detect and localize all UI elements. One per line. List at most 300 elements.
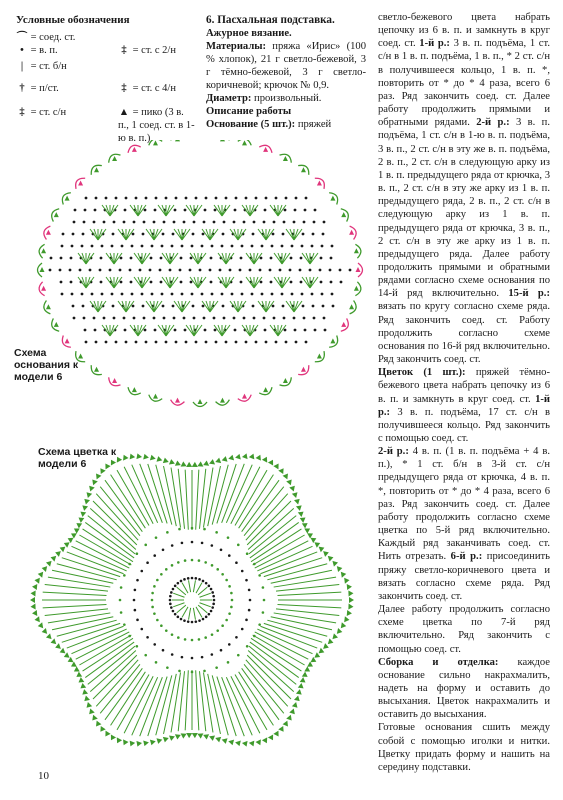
stitch-mark [258, 229, 266, 240]
chain-dot [259, 269, 262, 272]
stitch-mark [102, 205, 110, 216]
stitch-mark [177, 605, 186, 613]
chain-dot [332, 305, 335, 308]
picot-mark [135, 452, 142, 459]
chain-dot [173, 317, 176, 320]
stitch-mark [173, 603, 184, 607]
legend-item: † = п/ст. [19, 83, 59, 94]
chain-dot [103, 317, 106, 320]
picot-mark [34, 616, 40, 623]
chain-dot [136, 579, 139, 582]
stitch-mark [226, 277, 234, 288]
picot-mark [40, 267, 45, 272]
chain-dot [265, 341, 268, 344]
chain-dot [91, 245, 94, 248]
chain-dot [229, 269, 232, 272]
chain-dot [192, 305, 195, 308]
picot-mark [348, 590, 353, 596]
chain-dot [191, 671, 194, 674]
stitch-mark [277, 604, 341, 607]
chain-dot [171, 544, 174, 547]
chain-dot [190, 257, 193, 260]
chain-dot [146, 561, 149, 564]
article-heading: 6. Пасхальная подставка. [206, 14, 335, 26]
chain-dot [129, 269, 132, 272]
stitch-mark [142, 253, 150, 264]
chain-dot [225, 341, 228, 344]
chain-dot [181, 542, 184, 545]
chain-dot [160, 281, 163, 284]
picot-mark [328, 638, 335, 645]
chain-dot [156, 619, 159, 622]
chain-dot [113, 221, 116, 224]
stitch-mark [117, 674, 149, 729]
chain-dot [120, 257, 123, 260]
picot-mark [168, 459, 175, 465]
chain-dot [120, 281, 123, 284]
picot-mark [311, 536, 318, 544]
picot-arch [329, 190, 340, 204]
stitch-mark [218, 253, 226, 264]
chain-dot [198, 619, 201, 622]
materials-text: пряжа «Ирис» (100 % хлопок), 21 г светло-бежевой, 3 г тёмно-бежевой, 3 г светло-коричневой; крючок № 0,9. [206, 41, 366, 91]
chain-dot [155, 536, 158, 539]
stitch-mark [86, 277, 94, 288]
picot-mark [175, 140, 180, 141]
chain-dot [183, 578, 186, 581]
chain-dot [271, 245, 274, 248]
picot-mark [332, 633, 338, 640]
picot-mark [30, 604, 35, 610]
picot-mark [242, 140, 247, 145]
stitch-mark [130, 325, 138, 336]
chain-dot [123, 221, 126, 224]
picot-mark [283, 378, 288, 383]
picot-mark [70, 661, 77, 669]
chain-dot [187, 577, 190, 580]
picot-mark [249, 741, 256, 748]
chain-dot [135, 197, 138, 200]
chain-dot [142, 233, 145, 236]
chain-dot [208, 585, 211, 588]
stitch-mark [166, 205, 174, 216]
chain-dot [195, 197, 198, 200]
chain-dot [150, 281, 153, 284]
chain-dot [225, 197, 228, 200]
chain-dot [235, 561, 238, 564]
chain-dot [245, 619, 248, 622]
chain-dot [235, 636, 238, 639]
chain-dot [211, 564, 214, 567]
chain-dot [73, 221, 76, 224]
picot-mark [54, 643, 61, 650]
picot-mark [192, 462, 198, 467]
stitch-mark [106, 253, 114, 264]
chain-dot [213, 599, 216, 602]
stitch-mark [302, 253, 310, 264]
picot-mark [263, 387, 268, 392]
chain-dot [246, 552, 249, 555]
chain-dot [177, 582, 180, 585]
chain-dot [302, 305, 305, 308]
picot-mark [128, 452, 135, 459]
picot-mark [63, 540, 70, 548]
picot-mark [192, 733, 198, 738]
picot-mark [46, 230, 51, 235]
chain-dot [119, 599, 122, 602]
chain-dot [175, 197, 178, 200]
chain-dot [191, 657, 194, 660]
chain-dot [144, 209, 147, 212]
picot-mark [77, 515, 85, 523]
chain-dot [203, 317, 206, 320]
chain-dot [302, 233, 305, 236]
assembly-text-2: Готовые основания сшить между собой с помощью иголки и нитки. Цветку придать форму и нашить на середину подставки. [378, 722, 550, 773]
picot-mark [222, 455, 229, 461]
picot-mark [59, 545, 66, 552]
picot-mark [65, 196, 70, 201]
stitch-mark [185, 670, 188, 730]
legend-item: | = ст. б/н [20, 61, 67, 72]
chain-dot [261, 245, 264, 248]
chain-dot [85, 197, 88, 200]
chain-dot [169, 595, 172, 598]
picot-mark [317, 353, 322, 358]
chain-dot [172, 233, 175, 236]
chain-dot [133, 221, 136, 224]
chain-dot [128, 635, 131, 638]
chain-dot [184, 559, 187, 562]
picot-mark [344, 616, 350, 623]
stitch-mark [124, 676, 153, 733]
stitch-mark [235, 470, 267, 525]
chain-dot [177, 561, 180, 564]
chain-dot [240, 257, 243, 260]
picot-mark [132, 387, 137, 392]
picot-mark [112, 378, 117, 383]
picot-mark [341, 622, 347, 629]
chain-dot [222, 233, 225, 236]
picot-mark [32, 610, 37, 616]
chain-dot [253, 221, 256, 224]
stitch-mark [242, 325, 250, 336]
chain-dot [165, 197, 168, 200]
picot-arch [126, 387, 141, 397]
chain-dot [215, 197, 218, 200]
chain-dot [143, 317, 146, 320]
page-number: 10 [38, 770, 49, 782]
picot-mark [45, 633, 51, 640]
chain-dot [165, 629, 168, 632]
chain-dot [320, 257, 323, 260]
stitch-mark [124, 467, 153, 524]
chain-dot [201, 656, 204, 659]
chain-dot [258, 623, 261, 626]
chain-dot [284, 209, 287, 212]
picot-mark [349, 230, 354, 235]
chain-dot [295, 197, 298, 200]
chain-dot [95, 341, 98, 344]
picot-mark [37, 622, 43, 629]
chain-dot [214, 329, 217, 332]
chain-dot [183, 317, 186, 320]
stitch-mark [98, 301, 106, 312]
chain-dot [130, 281, 133, 284]
flower-row-2: 2-й р.: 4 в. п. (1 в. п. подъёма + 4 в. п.), * 1 ст. б/н в 3-й ст. с/н предыдущего ряда от крючка, 4 в. п. *, повторить от * до * 4 раза, всего 6 раз. Ряд закончить соед. ст. Далее работу продолжить согласно схеме цветка по 5-й ряд включительно. Каждый ряд заканчивать соед. ст. Нить отрезать. 6-й р.: присоединить пряжу светло-коричневого цвета и вязать согласно схеме ряда. Ряд закончить соед. ст. [378, 446, 550, 602]
chain-dot [273, 317, 276, 320]
stitch-mark [189, 580, 191, 592]
chain-dot [281, 293, 284, 296]
chain-dot [93, 221, 96, 224]
chain-dot [323, 221, 326, 224]
picot-mark [289, 709, 297, 717]
picot-mark [80, 503, 88, 511]
chain-dot [160, 624, 163, 627]
picot-mark [222, 738, 229, 744]
chain-dot [180, 580, 183, 583]
stitch-mark [90, 301, 98, 312]
chain-dot [134, 609, 137, 612]
picot-mark [153, 394, 158, 399]
chain-dot [231, 599, 234, 602]
chain-dot [220, 548, 223, 551]
stitch-mark [186, 325, 194, 336]
chain-dot [221, 624, 224, 627]
chain-dot [81, 245, 84, 248]
chain-dot [61, 245, 64, 248]
stitch-mark [117, 470, 149, 525]
picot-mark [59, 648, 66, 655]
picot-mark [198, 399, 203, 404]
chain-dot [275, 341, 278, 344]
chain-dot [202, 233, 205, 236]
chain-dot [95, 197, 98, 200]
stitch-mark [198, 605, 207, 613]
picot-mark [300, 677, 308, 685]
chain-dot [191, 639, 194, 642]
chain-dot [210, 257, 213, 260]
picot-arch [73, 175, 86, 189]
chain-dot [251, 293, 254, 296]
chain-dot [228, 554, 231, 557]
stitch-mark [71, 546, 126, 571]
chain-dot [231, 245, 234, 248]
picot-mark [242, 394, 247, 399]
assembly-text: Сборка и отделка: каждое основание сильно накрахмалить, надеть на форму и оставить до высыхания. Цветок накрахмалить и оставить до высыхания. [378, 656, 550, 721]
chain-dot [155, 341, 158, 344]
chain-dot [231, 293, 234, 296]
chain-dot [202, 618, 205, 621]
chain-dot [143, 221, 146, 224]
chain-dot [222, 305, 225, 308]
chain-dot [195, 620, 198, 623]
chain-dot [192, 233, 195, 236]
picot-mark [132, 147, 137, 152]
chain-dot [330, 257, 333, 260]
chain-dot [101, 245, 104, 248]
base-label: Основание (5 шт.): [206, 119, 296, 130]
chain-dot [211, 591, 214, 594]
chain-dot [162, 305, 165, 308]
chain-dot [181, 293, 184, 296]
chain-dot [170, 606, 173, 609]
picot-mark [114, 737, 122, 744]
chain-dot [133, 317, 136, 320]
chain-dot [136, 645, 139, 648]
chain-dot [216, 629, 219, 632]
chain-dot [215, 531, 218, 534]
chain-dot [324, 329, 327, 332]
picot-mark [203, 734, 209, 740]
stitch-mark [226, 253, 234, 264]
chain-dot [191, 621, 194, 624]
chain-dot [255, 197, 258, 200]
picot-mark [268, 734, 276, 741]
picot-mark [263, 147, 268, 152]
chain-dot [303, 317, 306, 320]
chain-dot [100, 281, 103, 284]
chain-dot [133, 599, 136, 602]
picot-mark [80, 689, 88, 697]
picot-mark [296, 503, 304, 511]
stitch-mark [130, 205, 138, 216]
picot-mark [256, 739, 264, 746]
chain-dot [183, 619, 186, 622]
chain-dot [193, 317, 196, 320]
chain-dot [123, 317, 126, 320]
chain-dot [89, 269, 92, 272]
chain-dot [253, 563, 256, 566]
chain-dot [201, 293, 204, 296]
picot-mark [203, 460, 209, 466]
picot-mark [162, 457, 169, 463]
picot-mark [319, 545, 326, 552]
picot-mark [348, 604, 353, 610]
picot-mark [249, 452, 256, 459]
stitch-mark [248, 651, 294, 692]
chain-dot [235, 197, 238, 200]
stitch-mark [250, 205, 258, 216]
picot-mark [84, 490, 92, 498]
flower-diagram [30, 428, 376, 768]
stitch-mark [198, 277, 206, 288]
chain-dot [227, 661, 230, 664]
chain-dot [177, 616, 180, 619]
picot-mark [323, 643, 330, 650]
chain-dot [140, 570, 143, 573]
chain-dot [245, 341, 248, 344]
stitch-mark [210, 229, 218, 240]
chain-dot [112, 305, 115, 308]
chain-dot [185, 197, 188, 200]
picot-mark [41, 628, 47, 635]
chain-dot [212, 603, 215, 606]
chain-dot [282, 305, 285, 308]
chain-dot [264, 329, 267, 332]
chain-dot [173, 221, 176, 224]
picot-mark [186, 462, 192, 467]
picot-mark [344, 577, 350, 584]
chain-dot [185, 341, 188, 344]
chain-dot [140, 628, 143, 631]
chain-dot [211, 293, 214, 296]
diameter-label: Диаметр: [206, 93, 252, 104]
chain-dot [210, 588, 213, 591]
picot-mark [87, 484, 95, 492]
picot-mark [54, 212, 59, 217]
picot-mark [300, 515, 308, 523]
chain-dot [205, 341, 208, 344]
picot-arch [88, 162, 102, 175]
chain-dot [142, 305, 145, 308]
stitch-mark [193, 580, 195, 592]
chain-dot [223, 221, 226, 224]
chain-dot [252, 233, 255, 236]
chain-dot [241, 245, 244, 248]
picot-mark [41, 248, 46, 253]
stitch-mark [257, 629, 312, 654]
subheading: Ажурное вязание. [206, 28, 292, 39]
chain-dot [237, 544, 240, 547]
picot-mark [307, 531, 314, 539]
chain-dot [284, 329, 287, 332]
chain-dot [272, 305, 275, 308]
chain-dot [253, 317, 256, 320]
chain-dot [241, 628, 244, 631]
picot-mark [354, 248, 359, 253]
picot-mark [301, 167, 306, 172]
picot-mark [292, 490, 300, 498]
chain-dot [151, 592, 154, 595]
chain-dot [329, 269, 332, 272]
chain-dot [174, 613, 177, 616]
chain-dot [184, 329, 187, 332]
chain-dot [322, 233, 325, 236]
chain-dot [313, 221, 316, 224]
chain-dot [339, 269, 342, 272]
chain-dot [190, 281, 193, 284]
chain-dot [184, 638, 187, 641]
chain-dot [283, 317, 286, 320]
chain-dot [349, 269, 352, 272]
chain-dot [155, 661, 158, 664]
picot-mark [149, 740, 156, 746]
picot-mark [209, 459, 216, 465]
chain-dot [240, 281, 243, 284]
chain-dot [144, 654, 147, 657]
chain-dot [204, 561, 207, 564]
chain-dot [270, 257, 273, 260]
chain-dot [174, 209, 177, 212]
chain-dot [223, 317, 226, 320]
picot-mark [65, 338, 70, 343]
legend-title: Условные обозначения [16, 14, 130, 26]
chain-dot [93, 317, 96, 320]
chain-dot [113, 317, 116, 320]
chain-dot [289, 269, 292, 272]
chain-dot [285, 341, 288, 344]
picot-mark [337, 628, 343, 635]
chain-dot [273, 221, 276, 224]
chain-dot [291, 245, 294, 248]
picot-mark [41, 286, 46, 291]
picot-mark [180, 461, 186, 466]
chain-dot [320, 281, 323, 284]
chain-dot [305, 341, 308, 344]
chain-dot [211, 633, 214, 636]
stitch-mark [110, 205, 118, 216]
chain-dot [69, 269, 72, 272]
